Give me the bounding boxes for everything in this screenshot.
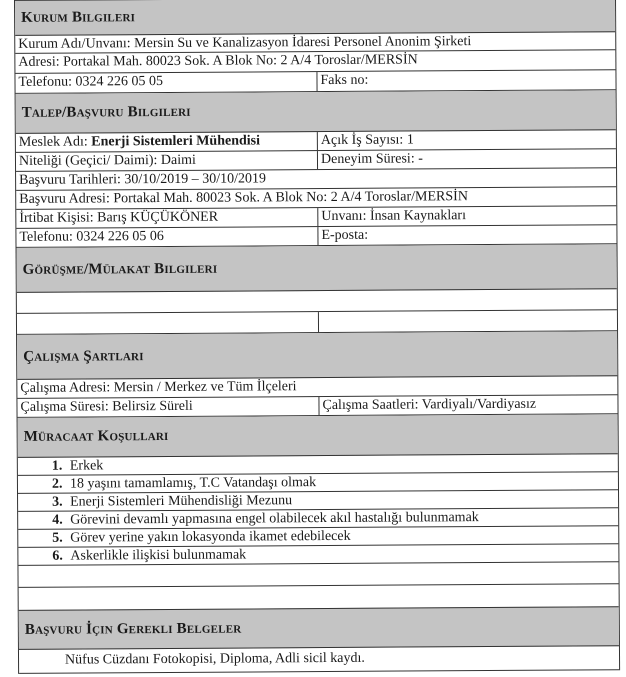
- item-text: Görev yerine yakın lokasyonda ikamet edebilecek: [70, 528, 351, 546]
- label: Telefonu:: [18, 74, 73, 90]
- section-header-kurum: [15, 0, 615, 36]
- section-title: Çalışma Şartları: [23, 347, 144, 365]
- item-number: 1.: [51, 458, 63, 474]
- label: Niteliği (Geçici/ Daimi):: [18, 153, 158, 169]
- label: Çalışma Saatleri:: [322, 397, 419, 414]
- label: Deneyim Süresi:: [320, 151, 415, 168]
- application-form: [14, 0, 620, 674]
- value: 0324 226 05 05: [75, 74, 163, 90]
- row-belgeler: [19, 646, 619, 674]
- value: 0324 226 05 06: [76, 229, 164, 245]
- label: Adresi:: [18, 54, 60, 70]
- value: 30/10/2019 – 30/10/2019: [124, 171, 267, 188]
- label: Kurum Adı/Unvanı:: [18, 36, 131, 52]
- value: Daimi: [160, 152, 196, 169]
- value: Portakal Mah. 80023 Sok. A Blok No: 2 A/4 Toroslar/MERSİN: [63, 52, 418, 70]
- label: Unvanı:: [321, 208, 367, 225]
- label: Meslek Adı:: [18, 134, 88, 150]
- item-number: 5.: [52, 530, 63, 546]
- section-title: Kurum Bilgileri: [21, 8, 136, 26]
- label: Çalışma Süresi:: [20, 399, 109, 415]
- value: Mersin Su ve Kanalizasyon İdaresi Personel Anonim Şirketi: [134, 34, 472, 52]
- item-text: Erkek: [69, 458, 104, 474]
- label: Çalışma Adresi:: [20, 380, 111, 396]
- belgeler-text: Nüfus Cüzdanı Fotokopisi, Diploma, Adli sicil kaydı.: [64, 650, 365, 668]
- value: Portakal Mah. 80023 Sok. A Blok No: 2 A/4 Toroslar/MERSİN: [113, 189, 468, 207]
- value: Enerji Sistemleri Mühendisi: [91, 133, 261, 150]
- section-header-talep: [16, 90, 616, 134]
- value: Vardiyalı/Vardiyasız: [421, 396, 537, 413]
- item-text: Enerji Sistemleri Mühendisliği Mezunu: [70, 493, 293, 510]
- item-text: Görevini devamlı yapmasına engel olabilecek akıl hastalığı bulunmamak: [70, 510, 479, 528]
- section-title: Başvuru İçin Gerekli Belgeler: [24, 620, 242, 638]
- label: Başvuru Adresi:: [19, 191, 110, 207]
- label: Faks no:: [320, 72, 369, 89]
- item-number: 3.: [52, 494, 63, 510]
- value: Belirsiz Süreli: [112, 398, 193, 415]
- value: İnsan Kaynakları: [369, 208, 467, 224]
- value: -: [418, 151, 423, 167]
- section-header-muracaat: [18, 414, 618, 458]
- section-header-belgeler: [19, 606, 619, 650]
- label: Başvuru Tarihleri:: [19, 172, 121, 188]
- label: E-posta:: [321, 227, 369, 244]
- row-muracaat-gap: [19, 584, 619, 610]
- section-title: Talep/Başvuru Bilgileri: [21, 103, 191, 121]
- item-text: 18 yaşını tamamlamış, T.C Vatandaşı olmak: [69, 475, 317, 492]
- value: 1: [406, 132, 414, 148]
- label: İrtibat Kişisi:: [19, 210, 94, 226]
- label: Açık İş Sayısı:: [320, 132, 404, 149]
- value: Barış KÜÇÜKÖNER: [97, 209, 219, 226]
- item-number: 4.: [52, 512, 63, 528]
- section-title: Görüşme/Mülakat Bilgileri: [22, 260, 218, 278]
- item-text: Askerlikle ilişkisi bulunmamak: [70, 547, 247, 564]
- value: Mersin / Merkez ve Tüm İlçeleri: [113, 379, 297, 396]
- section-header-gorusme: [17, 244, 617, 293]
- label: Telefonu:: [19, 229, 73, 245]
- section-header-calisma: [17, 331, 617, 380]
- section-title: Müracaat Koşulları: [23, 427, 169, 445]
- item-number: 6.: [52, 548, 63, 564]
- item-number: 2.: [51, 476, 63, 492]
